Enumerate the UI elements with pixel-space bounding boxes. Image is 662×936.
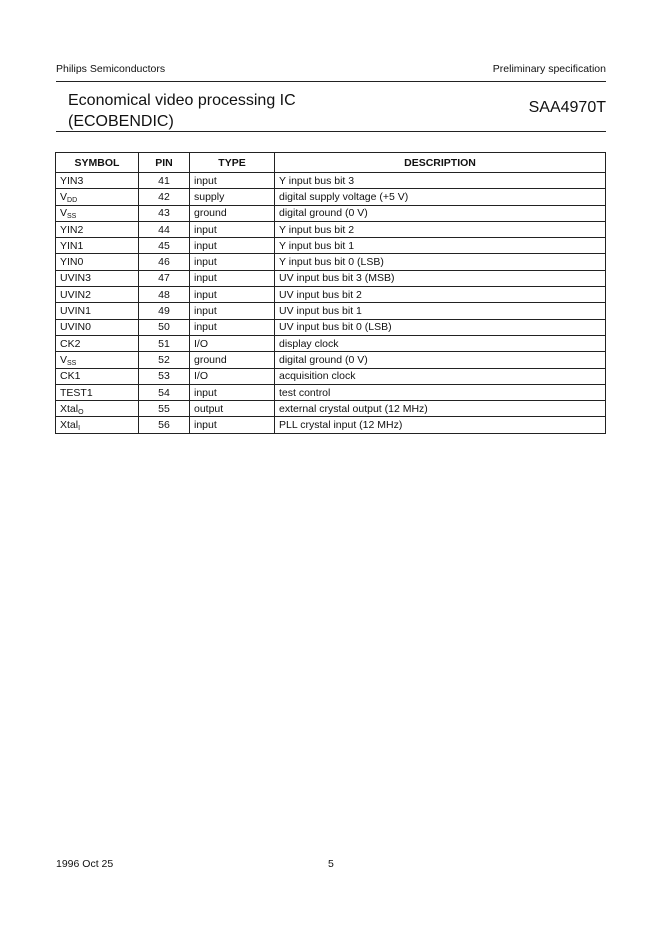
cell-type: supply	[190, 189, 275, 205]
cell-symbol	[56, 303, 139, 319]
cell-description: UV input bus bit 3 (MSB)	[275, 270, 606, 286]
cell-symbol	[56, 221, 139, 237]
cell-pin: 54	[139, 384, 190, 400]
symbol-text: UVIN3	[60, 272, 91, 285]
symbol-subscript: SS	[67, 213, 77, 221]
cell-type: input	[190, 221, 275, 237]
cell-description: acquisition clock	[275, 368, 606, 384]
table-row	[56, 270, 606, 286]
table-row	[56, 287, 606, 303]
footer-date: 1996 Oct 25	[56, 858, 114, 870]
cell-type: input	[190, 238, 275, 254]
cell-symbol	[56, 401, 139, 417]
cell-type: input	[190, 270, 275, 286]
table-row	[56, 221, 606, 237]
page-number: 5	[328, 858, 334, 870]
column-header-description: DESCRIPTION	[275, 153, 606, 173]
table-row	[56, 238, 606, 254]
cell-type: ground	[190, 352, 275, 368]
table-row	[56, 401, 606, 417]
cell-description: external crystal output (12 MHz)	[275, 401, 606, 417]
symbol-text: YIN2	[60, 223, 84, 236]
table-row	[56, 205, 606, 221]
column-header-pin: PIN	[139, 153, 190, 173]
table-row	[56, 319, 606, 335]
cell-pin: 46	[139, 254, 190, 270]
cell-type: I/O	[190, 335, 275, 351]
header-divider-bottom	[56, 131, 606, 132]
title-line-2: (ECOBENDIC)	[68, 113, 174, 130]
table-row	[56, 303, 606, 319]
spec-status: Preliminary specification	[492, 63, 606, 75]
cell-type: ground	[190, 205, 275, 221]
cell-description: PLL crystal input (12 MHz)	[275, 417, 606, 433]
symbol-text: Xtal	[60, 402, 79, 415]
cell-description: Y input bus bit 0 (LSB)	[275, 254, 606, 270]
table-row	[56, 417, 606, 433]
cell-symbol	[56, 238, 139, 254]
symbol-text: V	[60, 207, 68, 220]
cell-symbol	[56, 319, 139, 335]
cell-pin: 42	[139, 189, 190, 205]
cell-pin: 45	[139, 238, 190, 254]
symbol-text: TEST1	[60, 386, 93, 399]
cell-description: display clock	[275, 335, 606, 351]
cell-type: input	[190, 319, 275, 335]
cell-description: Y input bus bit 3	[275, 173, 606, 189]
cell-symbol	[56, 173, 139, 189]
table-row	[56, 189, 606, 205]
cell-description: test control	[275, 384, 606, 400]
cell-description: digital ground (0 V)	[275, 205, 606, 221]
symbol-text: UVIN2	[60, 288, 91, 301]
part-number: SAA4970T	[528, 99, 606, 116]
cell-description: digital supply voltage (+5 V)	[275, 189, 606, 205]
table-header-row	[56, 153, 606, 173]
symbol-text: V	[60, 190, 68, 203]
cell-pin: 53	[139, 368, 190, 384]
cell-pin: 50	[139, 319, 190, 335]
symbol-text: YIN3	[60, 174, 84, 187]
header-divider-top	[56, 81, 606, 82]
cell-pin: 43	[139, 205, 190, 221]
cell-pin: 49	[139, 303, 190, 319]
table-row	[56, 335, 606, 351]
cell-symbol	[56, 254, 139, 270]
cell-description: Y input bus bit 1	[275, 238, 606, 254]
cell-symbol	[56, 352, 139, 368]
cell-symbol	[56, 335, 139, 351]
cell-symbol	[56, 368, 139, 384]
cell-type: input	[190, 254, 275, 270]
symbol-text: YIN0	[60, 256, 84, 269]
symbol-text: V	[60, 353, 68, 366]
symbol-subscript: DD	[67, 196, 78, 204]
cell-pin: 56	[139, 417, 190, 433]
company-name: Philips Semiconductors	[56, 63, 166, 75]
cell-symbol	[56, 270, 139, 286]
cell-description: digital ground (0 V)	[275, 352, 606, 368]
column-header-type: TYPE	[190, 153, 275, 173]
cell-symbol	[56, 205, 139, 221]
pin-table-body	[56, 173, 606, 434]
symbol-text: YIN1	[60, 239, 84, 252]
symbol-subscript: I	[78, 425, 81, 433]
cell-pin: 55	[139, 401, 190, 417]
table-row	[56, 352, 606, 368]
table-row	[56, 254, 606, 270]
cell-type: input	[190, 287, 275, 303]
symbol-text: UVIN0	[60, 321, 91, 334]
cell-pin: 52	[139, 352, 190, 368]
symbol-text: UVIN1	[60, 305, 91, 318]
cell-type: input	[190, 303, 275, 319]
table-row	[56, 368, 606, 384]
document-title	[68, 90, 296, 132]
cell-pin: 41	[139, 173, 190, 189]
cell-pin: 51	[139, 335, 190, 351]
cell-pin: 48	[139, 287, 190, 303]
column-header-symbol: SYMBOL	[56, 153, 139, 173]
title-line-1: Economical video processing IC	[68, 92, 296, 109]
cell-type: input	[190, 384, 275, 400]
cell-symbol	[56, 384, 139, 400]
pin-table	[55, 152, 606, 434]
symbol-text: Xtal	[60, 419, 79, 432]
cell-symbol	[56, 417, 139, 433]
cell-pin: 47	[139, 270, 190, 286]
table-row	[56, 173, 606, 189]
symbol-text: CK2	[60, 337, 81, 350]
cell-type: output	[190, 401, 275, 417]
cell-description: UV input bus bit 1	[275, 303, 606, 319]
cell-description: UV input bus bit 2	[275, 287, 606, 303]
table-row	[56, 384, 606, 400]
cell-type: input	[190, 417, 275, 433]
cell-type: I/O	[190, 368, 275, 384]
cell-type: input	[190, 173, 275, 189]
cell-symbol	[56, 287, 139, 303]
cell-symbol	[56, 189, 139, 205]
symbol-subscript: SS	[67, 359, 77, 367]
cell-pin: 44	[139, 221, 190, 237]
symbol-text: CK1	[60, 370, 81, 383]
symbol-subscript: O	[78, 408, 84, 416]
cell-description: UV input bus bit 0 (LSB)	[275, 319, 606, 335]
cell-description: Y input bus bit 2	[275, 221, 606, 237]
